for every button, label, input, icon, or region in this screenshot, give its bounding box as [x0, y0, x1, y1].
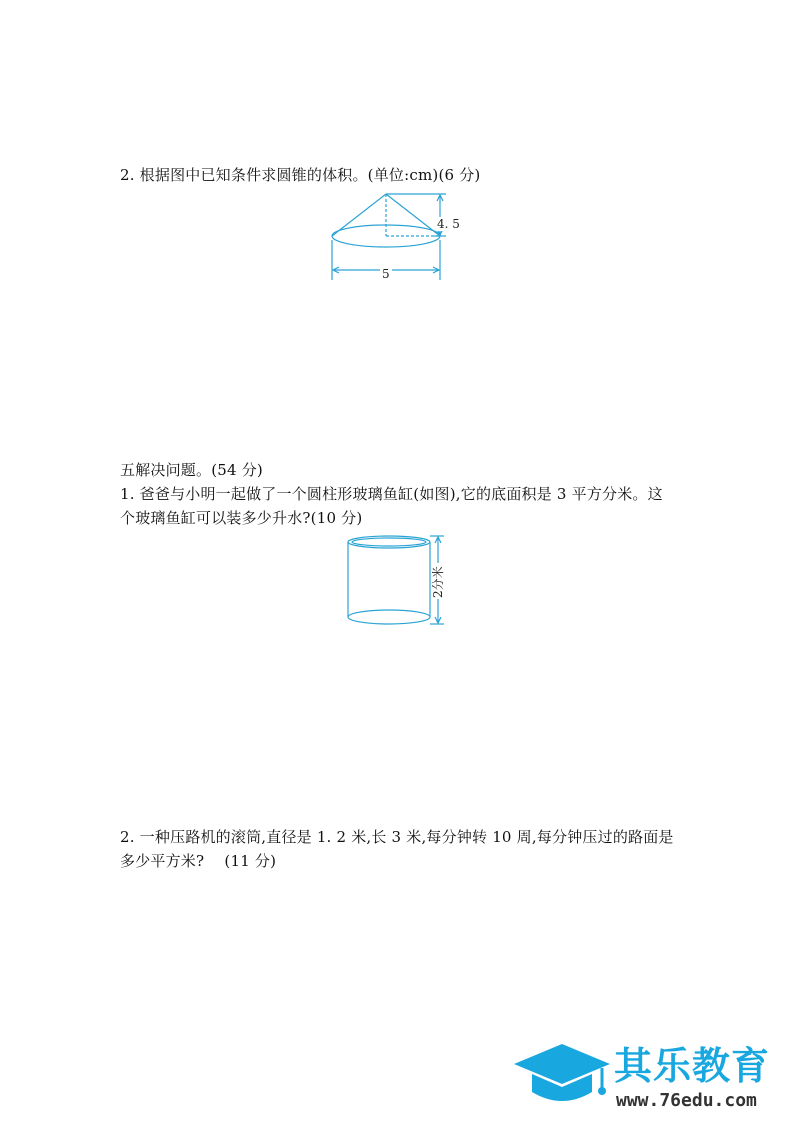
cone-right-side — [386, 194, 440, 236]
cone-figure — [320, 190, 470, 285]
question-cone-volume: 2. 根据图中已知条件求圆锥的体积。(单位:cm)(6 分) — [120, 166, 481, 184]
watermark-name: 其乐教育 — [614, 1044, 771, 1088]
graduation-cap-icon — [512, 1044, 612, 1110]
question-fish-tank-line2: 个玻璃鱼缸可以装多少升水?(10 分) — [120, 509, 363, 527]
watermark-url: www.76edu.com — [616, 1090, 757, 1111]
cylinder-bottom — [348, 610, 430, 624]
question-fish-tank-line1: 1. 爸爸与小明一起做了一个圆柱形玻璃鱼缸(如图),它的底面积是 3 平方分米。这 — [120, 485, 663, 503]
cylinder-figure — [340, 528, 455, 633]
cone-height-label: 4. 5 — [437, 217, 460, 231]
cone-left-side — [332, 194, 386, 236]
question-roller-line2: 多少平方米? (11 分) — [120, 852, 277, 870]
question-roller-line1: 2. 一种压路机的滚筒,直径是 1. 2 米,长 3 米,每分钟转 10 周,每分钟压过的路面是 — [120, 828, 674, 846]
cone-diameter-label: 5 — [382, 267, 390, 281]
cylinder-height-label: 2分米 — [431, 566, 445, 598]
watermark-logo — [512, 1040, 787, 1114]
section-heading: 五解决问题。(54 分) — [120, 461, 263, 479]
